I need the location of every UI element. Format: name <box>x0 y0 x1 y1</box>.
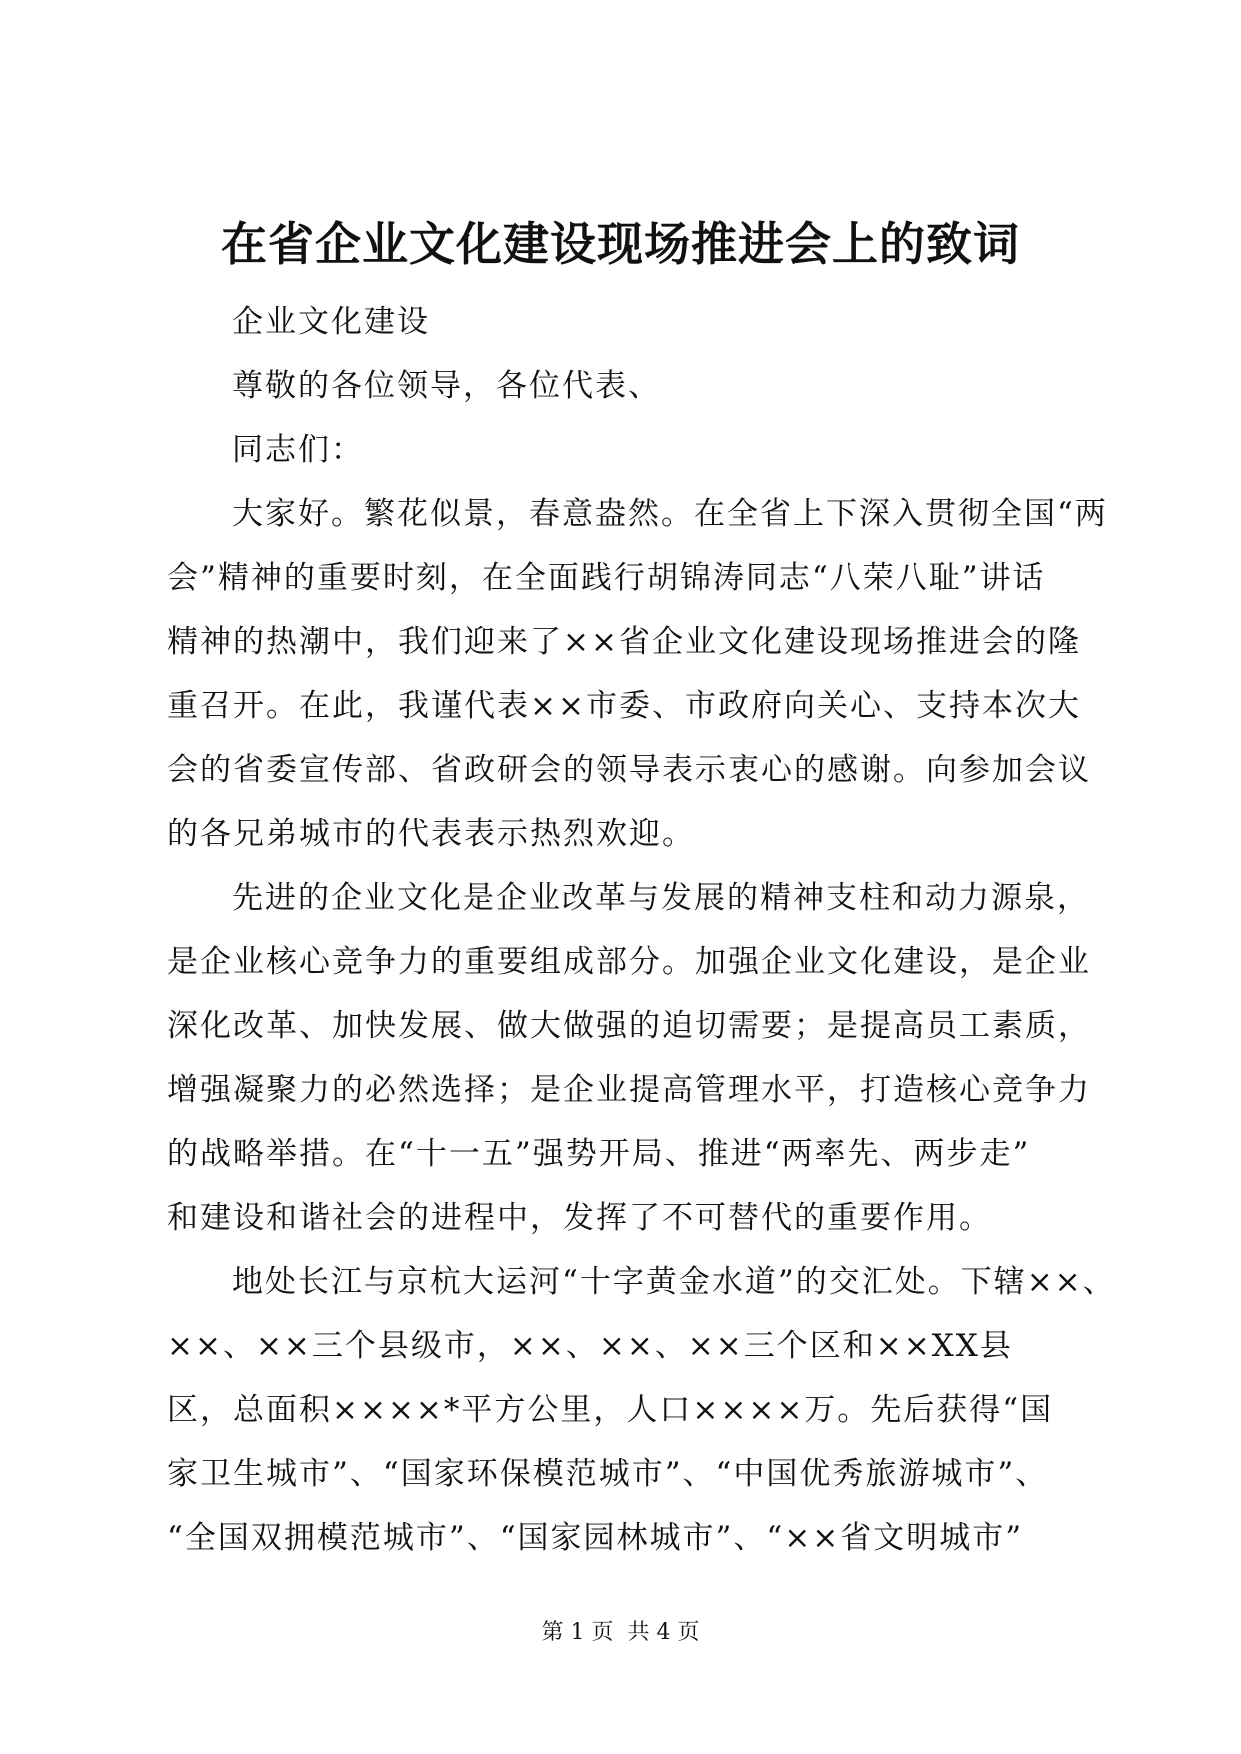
page-number-footer: 第 1 页 共 4 页 <box>541 1620 700 1645</box>
body-line: “全国双拥模范城市”、“国家园林城市”、“××省文明城市” <box>167 1520 1024 1556</box>
body-line: 的战略举措。在“十一五”强势开局、推进“两率先、两步走” <box>167 1136 1031 1172</box>
body-line: ××、××三个县级市，××、××、××三个区和××XX县 <box>167 1328 1013 1364</box>
body-line: 的各兄弟城市的代表表示热烈欢迎。 <box>167 816 695 852</box>
body-line: 重召开。在此，我谨代表××市委、市政府向关心、支持本次大 <box>167 688 1081 724</box>
body-line: 深化改革、加快发展、做大做强的迫切需要；是提高员工素质， <box>167 1008 1091 1044</box>
body-line: 区，总面积××××*平方公里，人口××××万。先后获得“国 <box>167 1392 1054 1428</box>
body-line: 企业文化建设 <box>232 304 430 340</box>
body-line: 和建设和谐社会的进程中，发挥了不可替代的重要作用。 <box>167 1200 992 1236</box>
document-body <box>167 290 1116 1570</box>
body-line: 大家好。繁花似景，春意盎然。在全省上下深入贯彻全国“两 <box>232 496 1108 532</box>
body-line: 同志们： <box>232 432 364 468</box>
body-line: 会”精神的重要时刻，在全面践行胡锦涛同志“八荣八耻”讲话 <box>167 560 1046 596</box>
body-line: 增强凝聚力的必然选择；是企业提高管理水平，打造核心竞争力 <box>167 1072 1091 1108</box>
document-title: 在省企业文化建设现场推进会上的致词 <box>221 217 1020 271</box>
body-line: 先进的企业文化是企业改革与发展的精神支柱和动力源泉， <box>232 880 1090 916</box>
body-line: 家卫生城市”、“国家环保模范城市”、“中国优秀旅游城市”、 <box>167 1456 1049 1492</box>
body-line: 尊敬的各位领导，各位代表、 <box>232 368 661 404</box>
body-line: 地处长江与京杭大运河“十字黄金水道”的交汇处。下辖××、 <box>232 1264 1116 1300</box>
body-line: 是企业核心竞争力的重要组成部分。加强企业文化建设，是企业 <box>167 944 1091 980</box>
body-line: 会的省委宣传部、省政研会的领导表示衷心的感谢。向参加会议 <box>167 752 1091 788</box>
body-line: 精神的热潮中，我们迎来了××省企业文化建设现场推进会的隆 <box>167 624 1081 660</box>
